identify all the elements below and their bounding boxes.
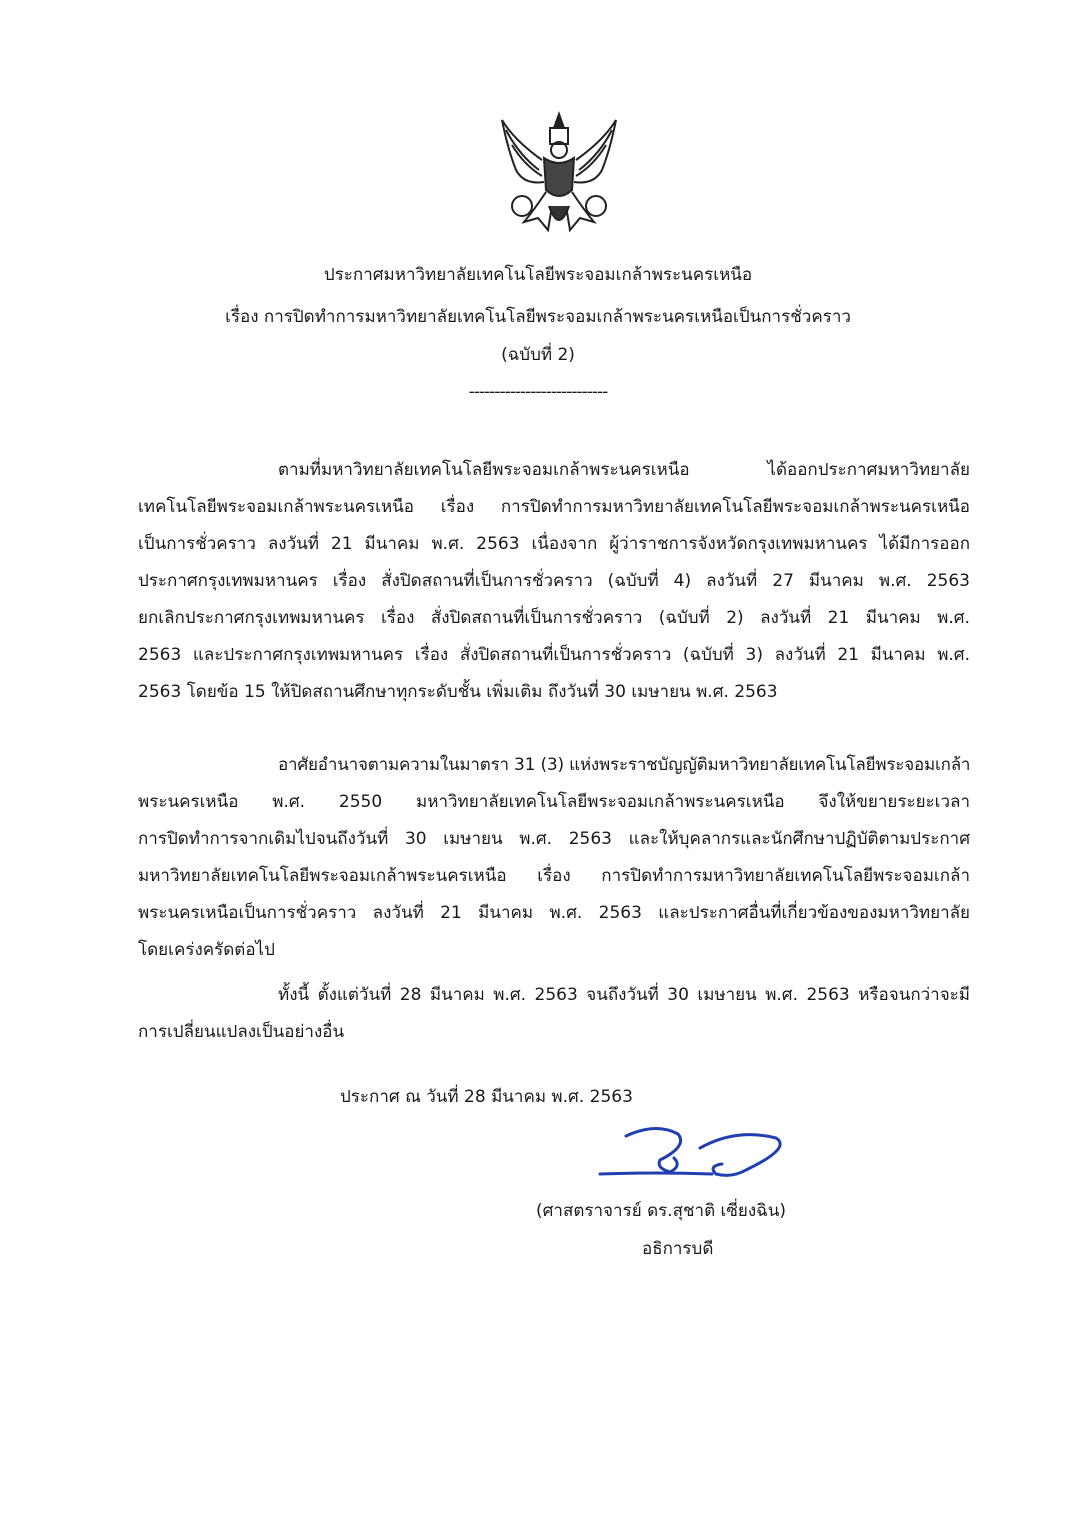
- announcement-edition: (ฉบับที่ 2): [501, 345, 575, 365]
- announced-date: ประกาศ ณ วันที่ 28 มีนาคม พ.ศ. 2563: [340, 1087, 633, 1107]
- paragraph1-line: 2563 และประกาศกรุงเทพมหานคร เรื่อง สั่งปิดสถานที่เป็นการชั่วคราว (ฉบับที่ 3) ลงวันที่ 21 มีนาคม พ.ศ.: [138, 645, 970, 665]
- paragraph1-line: เป็นการชั่วคราว ลงวันที่ 21 มีนาคม พ.ศ. 2563 เนื่องจาก ผู้ว่าราชการจังหวัดกรุงเทพมหานคร ได้มีการออก: [138, 534, 970, 554]
- paragraph3-line: การเปลี่ยนแปลงเป็นอย่างอื่น: [138, 1022, 345, 1042]
- signer-position: อธิการบดี: [642, 1239, 714, 1259]
- paragraph3-line: ทั้งนี้ ตั้งแต่วันที่ 28 มีนาคม พ.ศ. 2563 จนถึงวันที่ 30 เมษายน พ.ศ. 2563 หรือจนกว่าจะมี: [278, 985, 970, 1005]
- signer-name: (ศาสตราจารย์ ดร.สุชาติ เซี่ยงฉิน): [536, 1201, 786, 1221]
- announcement-subject: เรื่อง การปิดทำการมหาวิทยาลัยเทคโนโลยีพระจอมเกล้าพระนครเหนือเป็นการชั่วคราว: [225, 307, 851, 327]
- paragraph-1: [138, 452, 970, 711]
- paragraph1-line: ตามที่มหาวิทยาลัยเทคโนโลยีพระจอมเกล้าพระนครเหนือ ได้ออกประกาศมหาวิทยาลัย: [278, 460, 970, 480]
- signature: [596, 1118, 792, 1184]
- paragraph1-line: ประกาศกรุงเทพมหานคร เรื่อง สั่งปิดสถานที่เป็นการชั่วคราว (ฉบับที่ 4) ลงวันที่ 27 มีนาคม พ.ศ. 2563: [138, 571, 970, 591]
- paragraph1-line: ยกเลิกประกาศกรุงเทพมหานคร เรื่อง สั่งปิดสถานที่เป็นการชั่วคราว (ฉบับที่ 2) ลงวันที่ 21 มีนาคม พ.ศ.: [138, 608, 970, 628]
- announcement-title: ประกาศมหาวิทยาลัยเทคโนโลยีพระจอมเกล้าพระนครเหนือ: [323, 265, 753, 285]
- paragraph2-line: พระนครเหนือ พ.ศ. 2550 มหาวิทยาลัยเทคโนโลยีพระจอมเกล้าพระนครเหนือ จึงให้ขยายระยะเวลา: [138, 792, 970, 812]
- garuda-emblem: [494, 110, 624, 238]
- title-separator: ---------------------------: [468, 382, 608, 402]
- paragraph-2: [138, 747, 970, 969]
- paragraph1-line: 2563 โดยข้อ 15 ให้ปิดสถานศึกษาทุกระดับชั้น เพิ่มเติม ถึงวันที่ 30 เมษายน พ.ศ. 2563: [138, 682, 778, 702]
- paragraph1-line: เทคโนโลยีพระจอมเกล้าพระนครเหนือ เรื่อง การปิดทำการมหาวิทยาลัยเทคโนโลยีพระจอมเกล้าพระนครเหนือ: [138, 497, 970, 517]
- paragraph-3: [138, 977, 970, 1051]
- announcement-body: [138, 452, 970, 1051]
- paragraph2-line: โดยเคร่งครัดต่อไป: [138, 940, 275, 960]
- paragraph2-line: การปิดทำการจากเดิมไปจนถึงวันที่ 30 เมษายน พ.ศ. 2563 และให้บุคลากรและนักศึกษาปฏิบัติตามประกาศ: [138, 829, 970, 849]
- paragraph2-line: มหาวิทยาลัยเทคโนโลยีพระจอมเกล้าพระนครเหนือ เรื่อง การปิดทำการมหาวิทยาลัยเทคโนโลยีพระจอมเกล้า: [138, 866, 970, 886]
- paragraph2-line: พระนครเหนือเป็นการชั่วคราว ลงวันที่ 21 มีนาคม พ.ศ. 2563 และประกาศอื่นที่เกี่ยวข้องของมหาวิทยาลัย: [138, 903, 970, 923]
- paragraph2-line: อาศัยอำนาจตามความในมาตรา 31 (3) แห่งพระราชบัญญัติมหาวิทยาลัยเทคโนโลยีพระจอมเกล้า: [278, 755, 971, 775]
